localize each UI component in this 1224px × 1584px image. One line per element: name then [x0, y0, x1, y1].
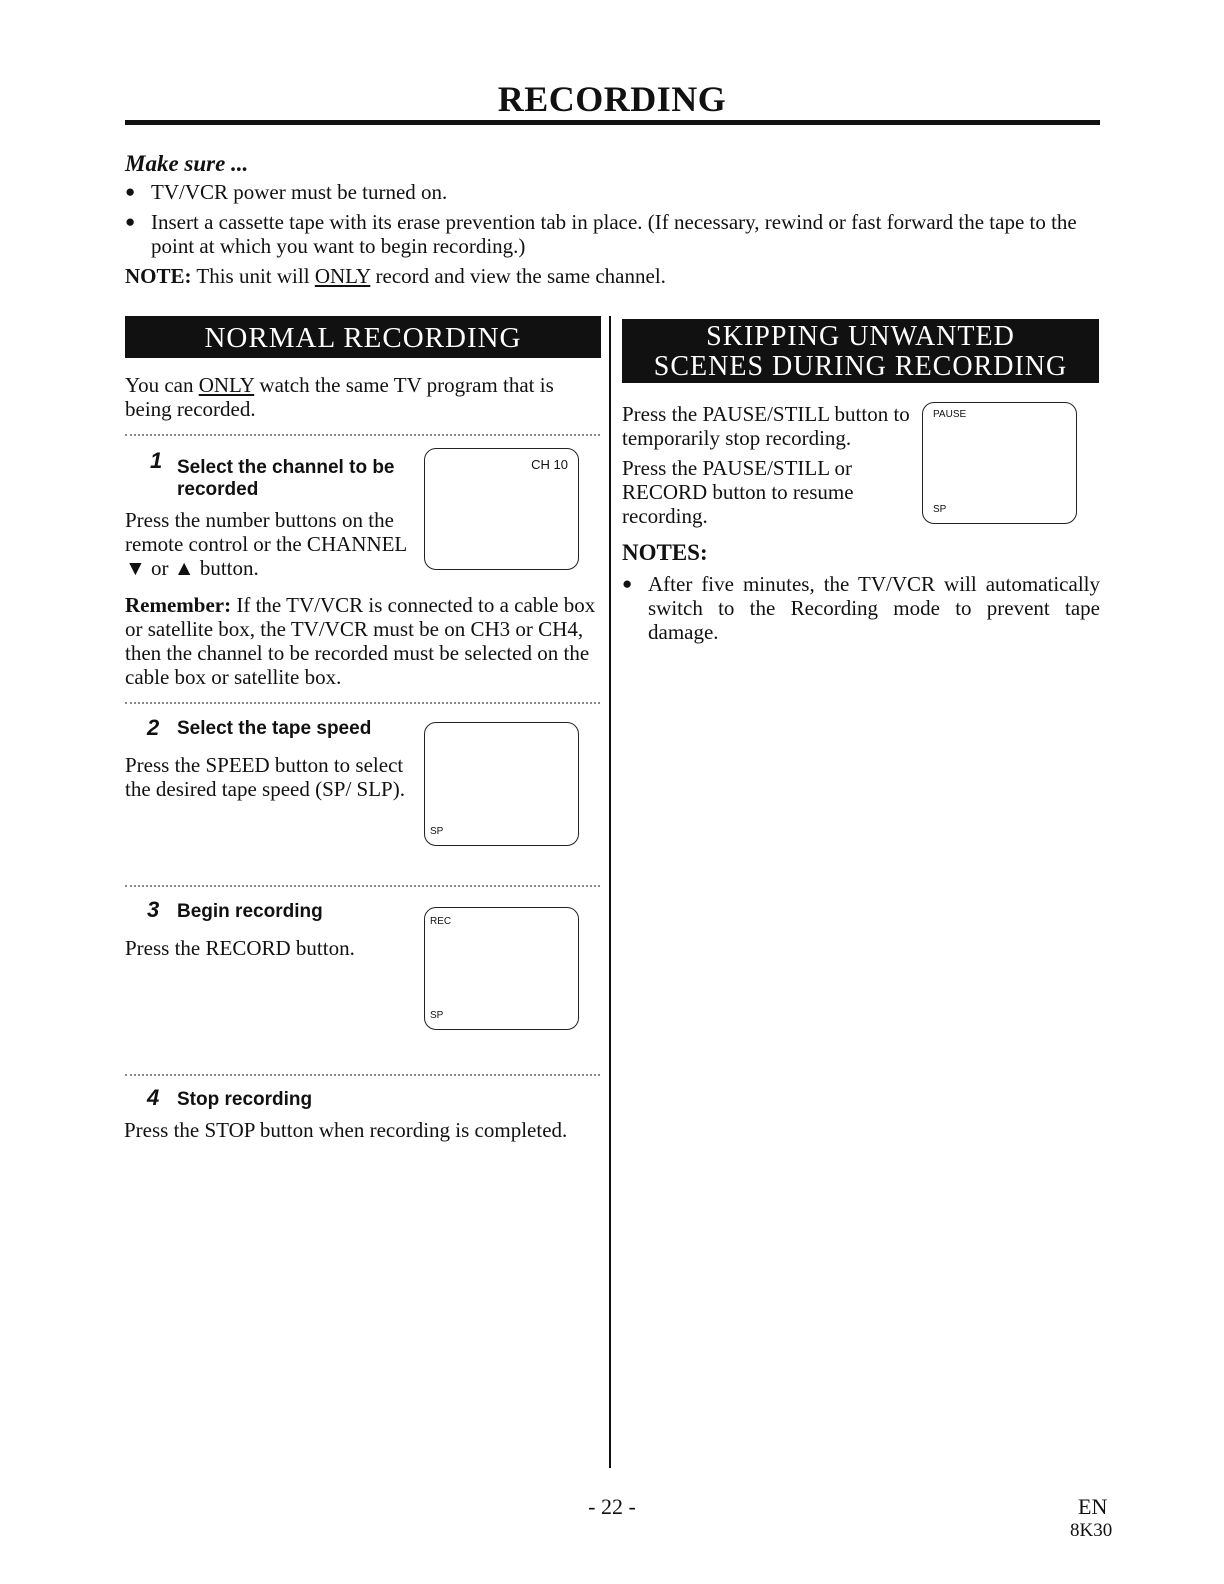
- make-sure-bullet-text-1: TV/VCR power must be turned on.: [151, 180, 448, 204]
- page-title: RECORDING: [497, 79, 727, 119]
- bullet-icon: ●: [125, 212, 136, 231]
- osd-speed: SP: [933, 504, 947, 515]
- note-line: [125, 264, 1085, 288]
- step-4-body: Press the STOP button when recording is completed.: [124, 1118, 568, 1142]
- step-1-body: Press the number buttons on the remote control or the CHANNEL ▼ or ▲ button.: [125, 508, 407, 580]
- divider-dotted: [125, 1074, 600, 1076]
- step-2-body: Press the SPEED button to select the desired tape speed (SP/ SLP).: [125, 753, 405, 801]
- divider-dotted: [125, 885, 600, 887]
- make-sure-bullet-1: [125, 180, 1101, 204]
- tv-screen-step-3: [424, 907, 579, 1030]
- remember-text: If the TV/VCR is connected to a cable box or satellite box, the TV/VCR must be on CH3 or CH4, then the channel to be recorded must be selected on the cable box or satellite box.: [125, 593, 596, 689]
- normal-recording-intro: [125, 373, 603, 421]
- osd-speed: SP: [430, 826, 444, 837]
- skipping-para-1: Press the PAUSE/STILL button to temporarily stop recording.: [622, 402, 910, 450]
- intro-post: watch the same TV program that is being recorded.: [125, 373, 554, 421]
- bullet-icon: ●: [622, 574, 633, 593]
- language-code: EN: [1078, 1494, 1108, 1519]
- note-text-pre: This unit will: [196, 264, 315, 288]
- step-2-title: Select the tape speed: [177, 718, 372, 739]
- step-4-number: 4: [147, 1085, 160, 1110]
- osd-channel: CH 10: [531, 457, 568, 472]
- osd-rec: REC: [430, 916, 452, 927]
- tv-screen-step-2: [424, 722, 579, 846]
- make-sure-bullet-text-2: Insert a cassette tape with its erase prevention tab in place. (If necessary, rewind or fast forward the tape to the point at which you want to begin recording.): [151, 210, 1077, 258]
- step-3-title: Begin recording: [177, 901, 323, 922]
- make-sure-heading: Make sure ...: [125, 151, 249, 176]
- step-3-number: 3: [147, 897, 160, 922]
- intro-underlined: ONLY: [198, 373, 255, 397]
- tv-screen-pause: [922, 402, 1077, 524]
- step-1-title: Select the channel to be recorded: [177, 457, 395, 500]
- column-divider: [609, 316, 611, 1468]
- note-text-post: record and view the same channel.: [370, 264, 666, 288]
- model-code: 8K30: [1070, 1520, 1113, 1541]
- bullet-icon: ●: [125, 182, 136, 201]
- notes-item-1: [622, 572, 1100, 644]
- divider-dotted: [125, 702, 600, 704]
- notes-item-1-text: After five minutes, the TV/VCR will automatically switch to the Recording mode to prevent tape damage.: [648, 572, 1100, 644]
- notes-heading: NOTES:: [622, 540, 708, 565]
- osd-pause: PAUSE: [933, 409, 967, 420]
- step-4-title: Stop recording: [177, 1089, 313, 1110]
- skipping-banner-line-2: SCENES DURING RECORDING: [653, 351, 1068, 382]
- page-number: - 22 -: [588, 1494, 636, 1519]
- skipping-para-2: Press the PAUSE/STILL or RECORD button to resume recording.: [622, 456, 854, 528]
- step-2-number: 2: [147, 715, 160, 740]
- skipping-banner-line-1: SKIPPING UNWANTED: [706, 321, 1015, 352]
- title-rule: [125, 120, 1100, 125]
- skipping-banner: [622, 319, 1099, 383]
- remember-note: [125, 593, 603, 689]
- remember-label: Remember:: [125, 593, 232, 617]
- note-text-underlined: ONLY: [314, 264, 371, 288]
- normal-recording-banner: NORMAL RECORDING: [125, 316, 601, 358]
- tv-screen-step-1: [424, 448, 579, 570]
- make-sure-bullet-2: [125, 210, 1106, 258]
- divider-dotted: [125, 434, 600, 436]
- step-1-number: 1: [150, 448, 163, 473]
- osd-speed: SP: [430, 1010, 444, 1021]
- step-3-body: Press the RECORD button.: [125, 936, 355, 960]
- note-label: NOTE:: [125, 264, 192, 288]
- intro-pre: You can: [125, 373, 199, 397]
